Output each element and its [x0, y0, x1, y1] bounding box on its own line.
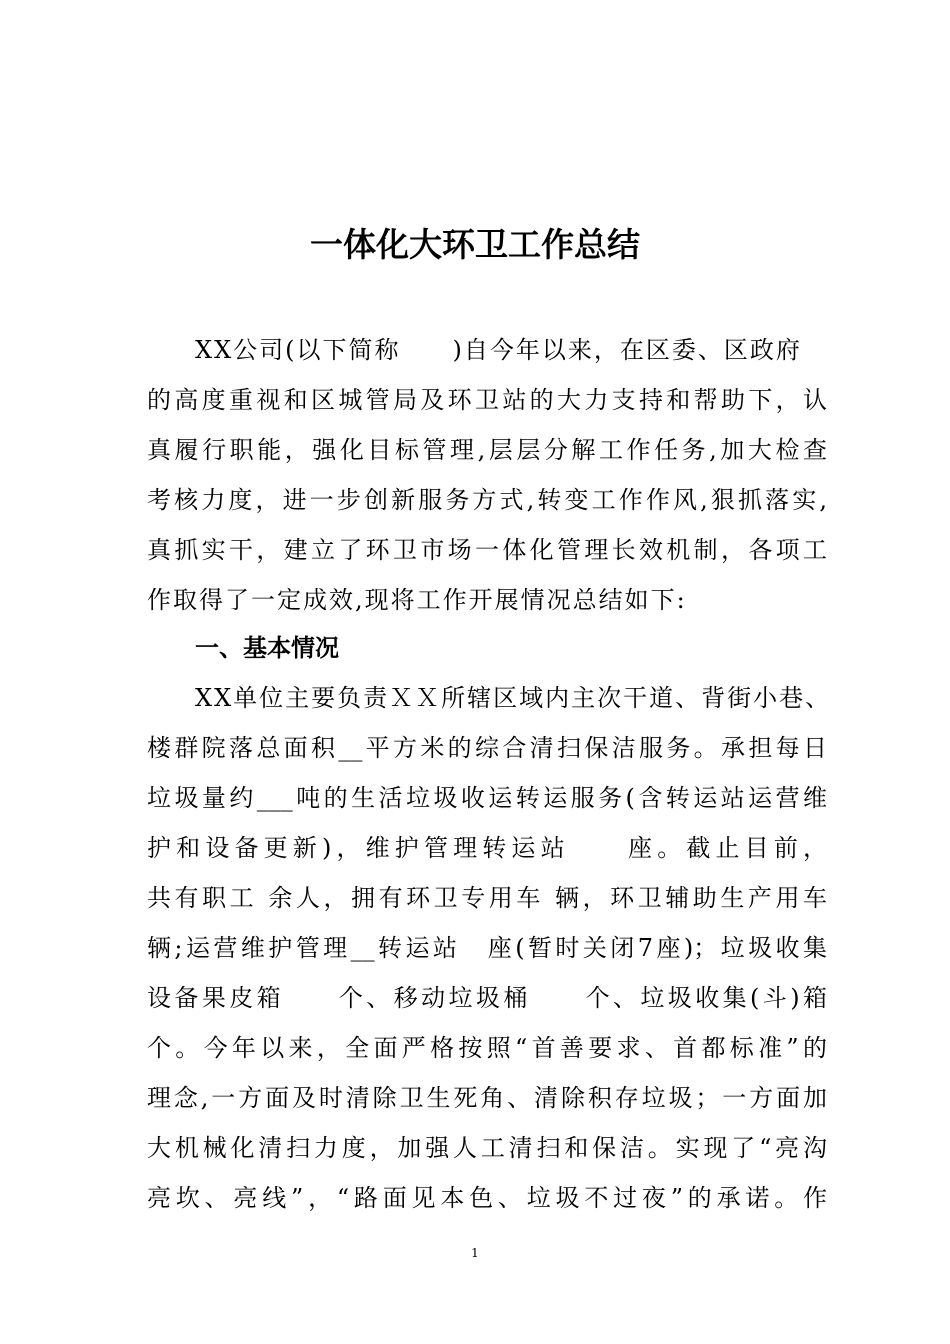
paragraph-line: 真抓实干，建立了环卫市场一体化管理长效机制，各项工: [147, 536, 827, 564]
paragraph-line: 真履行职能，强化目标管理,层层分解工作任务,加大检查: [147, 436, 827, 464]
page-number: 1: [471, 1246, 479, 1260]
document-title: 一体化大环卫工作总结: [310, 225, 640, 264]
paragraph-line: 楼群院落总面积__平方米的综合清扫保洁服务。承担每日: [147, 734, 827, 762]
paragraph-line: 垃圾量约___吨的生活垃圾收运转运服务(含转运站运营维: [147, 784, 827, 812]
paragraph-line: 护和设备更新)，维护管理转运站 座。截止目前，: [147, 834, 827, 862]
paragraph-line: XX单位主要负责ＸＸ所辖区域内主次干道、背街小巷、: [195, 684, 832, 712]
paragraph-line: 共有职工 余人，拥有环卫专用车 辆，环卫辅助生产用车: [147, 884, 827, 912]
paragraph-line: 理念,一方面及时清除卫生死角、清除积存垃圾；一方面加: [147, 1084, 827, 1112]
paragraph-line: 大机械化清扫力度，加强人工清扫和保洁。实现了“亮沟: [147, 1134, 827, 1162]
paragraph-line: XX公司(以下简称 )自今年以来，在区委、区政府: [195, 336, 802, 364]
paragraph-line: 的高度重视和区城管局及环卫站的大力支持和帮助下，认: [147, 386, 827, 414]
paragraph-line: 作取得了一定成效,现将工作开展情况总结如下:: [147, 586, 687, 614]
section-heading: 一、基本情况: [195, 634, 339, 662]
paragraph-line: 辆;运营维护管理__转运站 座(暂时关闭7座)；垃圾收集: [147, 934, 827, 962]
paragraph-line: 个。今年以来，全面严格按照“首善要求、首都标准”的: [147, 1034, 827, 1062]
paragraph-line: 亮坎、亮线”，“路面见本色、垃圾不过夜”的承诺。作: [147, 1184, 827, 1212]
paragraph-line: 设备果皮箱 个、移动垃圾桶 个、垃圾收集(斗)箱: [147, 984, 827, 1012]
paragraph-line: 考核力度，进一步创新服务方式,转变工作作风,狠抓落实,: [147, 486, 827, 514]
